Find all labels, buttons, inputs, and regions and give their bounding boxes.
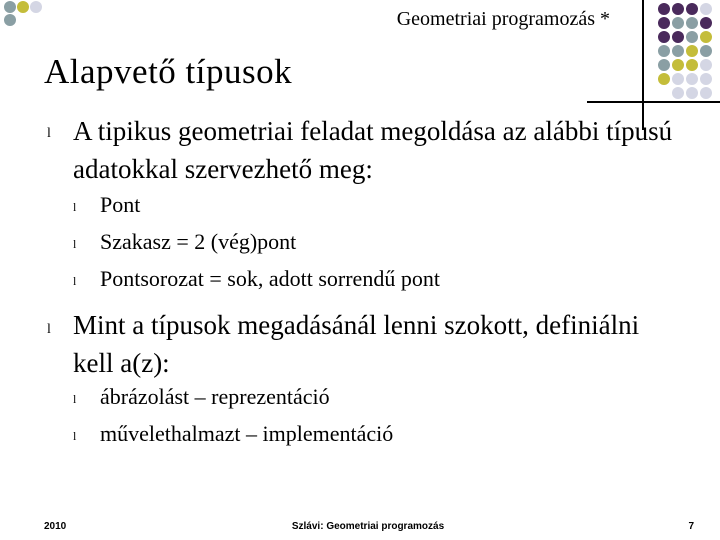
decorative-dot	[4, 14, 16, 26]
bullet-marker: l	[47, 126, 51, 141]
decorative-dot	[686, 3, 698, 15]
decorative-dot	[658, 3, 670, 15]
decorative-dot	[672, 59, 684, 71]
footer-page-number: 7	[688, 521, 694, 532]
slide-title: Alapvető típusok	[44, 52, 293, 91]
footer-year: 2010	[44, 521, 67, 532]
sub-bullet-marker: l	[73, 274, 77, 288]
decorative-dot	[686, 59, 698, 71]
header-rule-horizontal	[587, 101, 720, 103]
decorative-dot	[700, 73, 712, 85]
header-title: Geometriai programozás *	[396, 8, 610, 30]
decorative-dot	[700, 3, 712, 15]
bullet-text: Mint a típusok megadásánál lenni szokott, definiálni kell a(z):	[73, 310, 640, 378]
sub-bullet-text: Pont	[100, 192, 141, 217]
sub-bullet-marker: l	[73, 392, 77, 406]
decorative-dot	[700, 87, 712, 99]
decorative-dot	[700, 59, 712, 71]
sub-bullet-marker: l	[73, 237, 77, 251]
header-rule-vertical	[642, 0, 644, 130]
decorative-dot	[672, 17, 684, 29]
decorative-dot	[658, 45, 670, 57]
decorative-dot	[658, 73, 670, 85]
decorative-dot	[686, 87, 698, 99]
sub-bullet-text: Szakasz = 2 (vég)pont	[100, 229, 297, 254]
sub-bullet-marker: l	[73, 200, 77, 214]
decorative-dot	[672, 45, 684, 57]
decorative-dot	[700, 31, 712, 43]
decorative-dot	[672, 31, 684, 43]
decorative-dot	[658, 59, 670, 71]
bullet-text: A tipikus geometriai feladat megoldása az alábbi típusú adatokkal szervezhető meg:	[73, 116, 673, 184]
decorative-dot	[672, 3, 684, 15]
footer-center: Szlávi: Geometriai programozás	[291, 521, 445, 532]
decorative-dot	[672, 87, 684, 99]
sub-bullet-text: ábrázolást – reprezentáció	[100, 384, 330, 409]
decorative-dot	[686, 73, 698, 85]
sub-bullet-text: Pontsorozat = sok, adott sorrendű pont	[100, 266, 440, 291]
decorative-dot	[17, 1, 29, 13]
sub-bullet-marker: l	[73, 429, 77, 443]
decorative-dot	[686, 45, 698, 57]
decorative-dot	[658, 17, 670, 29]
decorative-dot	[672, 73, 684, 85]
decorative-dot	[4, 1, 16, 13]
bullet-marker: l	[47, 322, 51, 337]
decorative-dot	[686, 17, 698, 29]
decorative-dot	[700, 17, 712, 29]
decorative-dot	[658, 31, 670, 43]
decorative-dot	[700, 45, 712, 57]
decorative-dot	[30, 1, 42, 13]
decorative-dot	[686, 31, 698, 43]
sub-bullet-text: művelethalmazt – implementáció	[100, 421, 394, 446]
